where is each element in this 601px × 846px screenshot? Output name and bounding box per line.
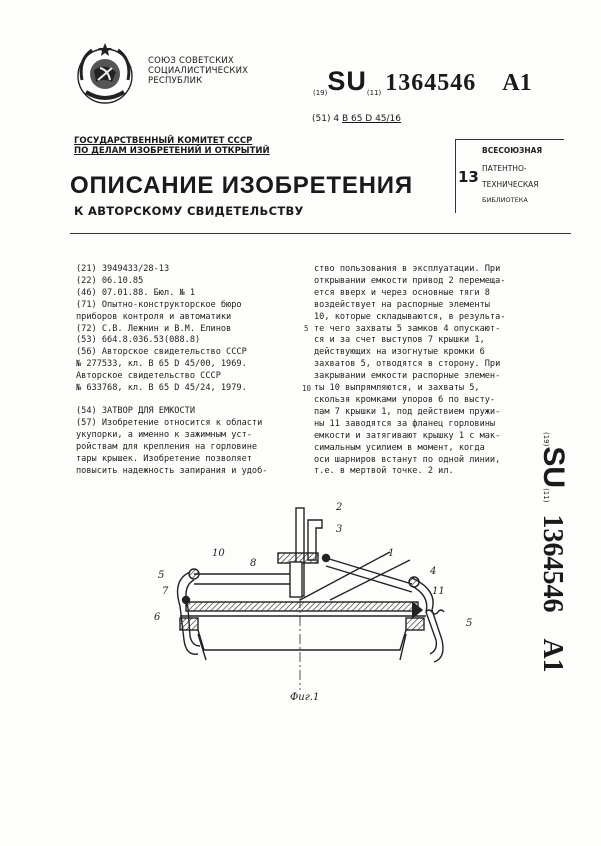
- document-kind: A1: [502, 70, 532, 96]
- abstract-line: скользя кромками упоров 6 по высту-: [314, 394, 496, 405]
- line-number-5: 5: [304, 324, 309, 333]
- figure-label: 1: [388, 548, 395, 559]
- side-patent-number: 1364546: [537, 514, 568, 613]
- document-subtitle: К АВТОРСКОМУ СВИДЕТЕЛЬСТВУ: [74, 204, 304, 218]
- stamp-line: ПАТЕНТНО-: [482, 164, 527, 173]
- bibliography-line: приборов контроля и автоматики: [76, 311, 232, 322]
- library-stamp: [455, 139, 564, 213]
- abstract-line: 10, которые складываются, в результа-: [314, 311, 506, 322]
- union-name: [148, 56, 248, 86]
- patent-number: 1364546: [385, 70, 477, 96]
- abstract-line: укупорки, а именно к зажимным уст-: [76, 429, 252, 440]
- bibliography-line: (72) С.В. Лежнин и В.М. Елинов: [76, 323, 232, 334]
- document-title: ОПИСАНИЕ ИЗОБРЕТЕНИЯ: [70, 172, 413, 199]
- abstract-line: емкости и затягивают крышку 1 с мак-: [314, 430, 501, 441]
- abstract-line: ны 11 заводятся за фланец горловины: [314, 418, 496, 429]
- stamp-line: ТЕХНИЧЕСКАЯ: [482, 180, 539, 189]
- figure-label: 7: [162, 586, 169, 597]
- bibliography-line: № 633768, кл. B 65 D 45/24, 1979.: [76, 383, 247, 394]
- bibliography-line: Авторское свидетельство СССР: [76, 371, 221, 382]
- committee-line: ПО ДЕЛАМ ИЗОБРЕТЕНИЙ И ОТКРЫТИЙ: [74, 146, 270, 156]
- figure-label: 5: [158, 570, 165, 581]
- inid-19: (19): [313, 89, 328, 97]
- abstract-line: повысить надежность запирания и удоб-: [76, 465, 268, 476]
- side-document-kind: A1: [537, 638, 568, 673]
- stamp-number: 13: [458, 168, 479, 186]
- ipc-code: B 65 D 45/16: [341, 114, 402, 124]
- figure-label: 3: [336, 524, 343, 535]
- figure-label: 2: [336, 502, 343, 513]
- ipc-classification: [312, 114, 401, 124]
- side-inid-11: (11): [542, 488, 550, 503]
- side-publication-number: [520, 432, 580, 692]
- abstract-line: ты 10 выпрямляются, и захваты 5,: [314, 383, 480, 394]
- committee-line: ГОСУДАРСТВЕННЫЙ КОМИТЕТ СССР: [74, 136, 253, 146]
- bibliography-line: (53) 664.8.036.53(088.8): [76, 335, 201, 346]
- figure-label: 8: [250, 558, 257, 569]
- abstract-line: ся и за счет выступов 7 крышки 1,: [314, 335, 485, 346]
- bibliography-line: (71) Опытно-конструкторское бюро: [76, 299, 242, 310]
- abstract-line: т.е. в мертвой точке. 2 ил.: [314, 466, 454, 477]
- figure-label: 4: [430, 566, 437, 577]
- bibliography-line: (46) 07.01.88. Бюл. № 1: [76, 287, 195, 298]
- abstract-line: воздействует на распорные элементы: [314, 299, 490, 310]
- ipc-prefix: (51) 4: [312, 114, 340, 124]
- bibliography-line: (22) 06.10.85: [76, 275, 144, 286]
- abstract-line: тары крышек. Изобретение позволяет: [76, 453, 252, 464]
- abstract-line: действующих на изогнутые кромки 6: [314, 347, 485, 358]
- header-divider: [70, 233, 571, 234]
- abstract-line: оси шарниров встанут по одной линии,: [314, 454, 501, 465]
- bibliography-line: (56) Авторское свидетельство СССР: [76, 347, 247, 358]
- left-column: [76, 264, 267, 477]
- side-country-code: SU: [537, 446, 570, 489]
- committee-name: [74, 136, 270, 156]
- stamp-line: ВСЕСОЮЗНАЯ: [482, 146, 543, 155]
- side-inid-19: (19): [542, 432, 550, 447]
- figure-label: 5: [466, 618, 473, 629]
- union-line: СОЮЗ СОВЕТСКИХ: [148, 56, 234, 66]
- stamp-line: БИБЛИОТЕКА: [482, 196, 528, 204]
- abstract-line: пам 7 крышки 1, под действием пружи-: [314, 406, 501, 417]
- abstract-line: симальным усилием в момент, когда: [314, 442, 485, 453]
- abstract-line: ройствам для крепления на горловине: [76, 441, 258, 452]
- bibliography-line: № 277533, кл. B 65 D 45/00, 1969.: [76, 359, 247, 370]
- abstract-line: (57) Изобретение относится к области: [76, 417, 263, 428]
- abstract-line: ется вверх и через основные тяги 8: [314, 287, 490, 298]
- country-code: SU: [327, 66, 367, 96]
- figure-1-drawing: [150, 490, 490, 700]
- bibliography-line: (21) 3949433/28-13: [76, 264, 170, 274]
- publication-number: [313, 66, 532, 97]
- union-line: СОЦИАЛИСТИЧЕСКИХ: [148, 66, 249, 76]
- invention-title: (54) ЗАТВОР ДЛЯ ЕМКОСТИ: [76, 405, 195, 416]
- state-emblem: [74, 40, 136, 106]
- abstract-line: ство пользования в эксплуатации. При: [314, 264, 501, 274]
- inid-11: (11): [366, 89, 382, 97]
- abstract-line: открывании емкости привод 2 перемеща-: [314, 275, 506, 286]
- figure-label: 6: [154, 612, 161, 623]
- right-column: [314, 264, 505, 478]
- line-number-10: 10: [302, 384, 312, 393]
- abstract-line: закрывании емкости распорные элемен-: [314, 371, 501, 382]
- figure-label: 11: [432, 586, 445, 597]
- abstract-line: захватов 5, отводятся в сторону. При: [314, 359, 501, 370]
- figure-label: 10: [212, 548, 225, 559]
- union-line: РЕСПУБЛИК: [148, 76, 203, 86]
- figure-caption: Фиг.1: [290, 692, 320, 703]
- abstract-line: те чего захваты 5 замков 4 опускают-: [314, 323, 501, 334]
